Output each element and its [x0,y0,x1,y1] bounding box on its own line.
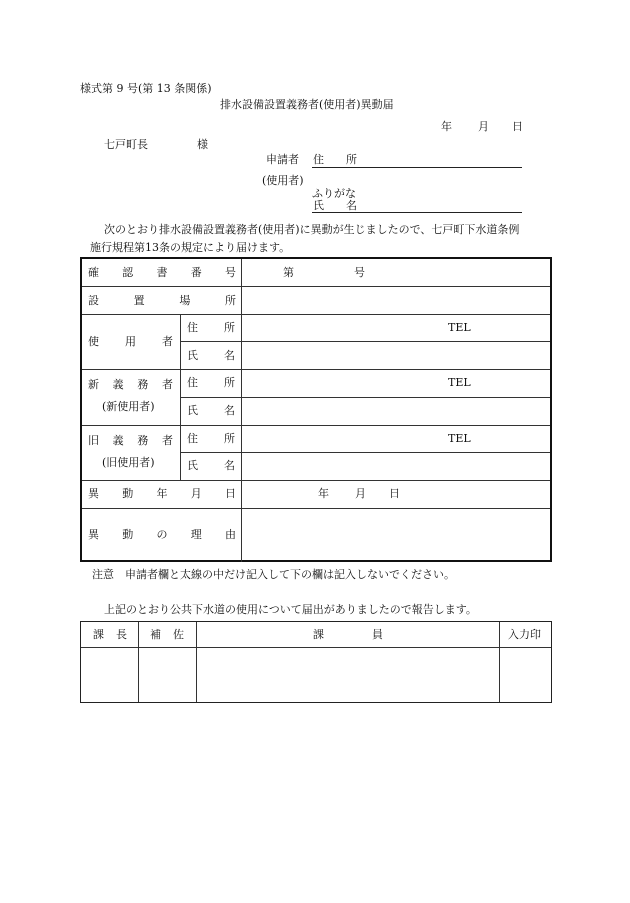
stamp-rule [81,647,551,648]
body-text-line2: 施行規程第13条の規定により届けます。 [90,241,291,254]
date-month-label: 月 [478,120,489,133]
user-name-label: 氏 名 [187,349,235,362]
applicant-label: 申請者 [266,153,299,166]
addressee-name: 七戸町長 [104,138,148,151]
user-address-label: 住 所 [187,321,235,334]
installation-location-field[interactable] [242,287,550,314]
table-rule [82,480,550,481]
applicant-user-label: (使用者) [262,174,304,187]
installation-location-label: 設 置 場 所 [88,294,236,307]
new-obligor-address-label: 住 所 [187,376,235,389]
change-date-label: 異 動 年 月 日 [88,487,236,500]
old-obligor-name-label: 氏 名 [187,459,235,472]
form-number: 様式第 9 号(第 13 条関係) [80,82,212,95]
change-reason-field[interactable] [242,509,550,562]
applicant-name-label: 氏 名 [313,199,357,212]
notification-table [80,257,552,562]
user-tel-label: TEL [448,321,471,334]
stamp-entry-seal-label: 入力印 [508,628,541,641]
table-rule [180,452,550,453]
stamp-divider [196,622,197,702]
change-reason-label: 異 動 の 理 由 [88,528,236,541]
user-label: 使 用 者 [88,335,173,348]
addressee-honorific: 様 [197,138,208,151]
applicant-address-label: 住 所 [313,153,357,166]
date-year-label: 年 [441,120,452,133]
stamp-divider [138,622,139,702]
approval-stamp-table [80,621,552,703]
confirmation-number-label: 確 認 書 番 号 [88,266,236,279]
change-date-month: 月 [355,487,366,500]
confirmation-number-suffix: 号 [354,266,365,279]
change-date-day: 日 [389,487,400,500]
form-title: 排水設備設置義務者(使用者)異動届 [220,98,394,111]
table-rule [82,369,550,370]
old-obligor-label: 旧 義 務 者 [88,434,173,447]
applicant-furigana-label: ふりがな [312,187,356,200]
stamp-staff-label: 課 員 [313,628,383,641]
change-date-year: 年 [318,487,329,500]
date-day-label: 日 [512,120,523,133]
table-rule [82,314,550,315]
report-text: 上記のとおり公共下水道の使用について届出がありましたので報告します。 [104,603,477,616]
confirmation-number-prefix: 第 [283,266,294,279]
applicant-name-line[interactable] [312,212,522,213]
table-rule [180,341,550,342]
stamp-divider [499,622,500,702]
body-text-line1: 次のとおり排水設備設置義務者(使用者)に異動が生じましたので、七戸町下水道条例 [104,223,520,236]
applicant-address-line[interactable] [312,167,522,168]
new-obligor-label: 新 義 務 者 [88,378,173,391]
stamp-chief-label: 課 長 [93,628,127,641]
table-rule [180,397,550,398]
stamp-assistant-label: 補 佐 [150,628,184,641]
new-obligor-name-label: 氏 名 [187,404,235,417]
confirmation-number-field[interactable] [242,259,550,286]
old-obligor-sub-label: (旧使用者) [102,456,155,469]
new-obligor-tel-label: TEL [448,376,471,389]
new-obligor-sub-label: (新使用者) [102,400,155,413]
table-rule [82,425,550,426]
table-divider-sub [180,315,181,481]
old-obligor-tel-label: TEL [448,432,471,445]
note-text: 注意 申請者欄と太線の中だけ記入して下の欄は記入しないでください。 [92,568,455,581]
old-obligor-address-label: 住 所 [187,432,235,445]
